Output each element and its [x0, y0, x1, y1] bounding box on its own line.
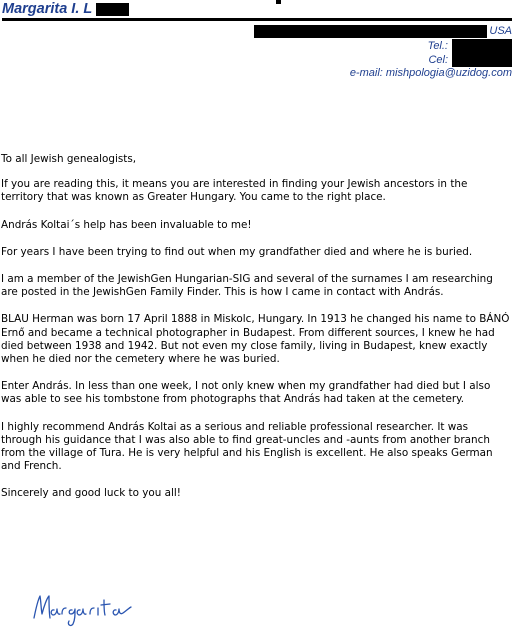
- cel-label: Cel:: [428, 53, 448, 66]
- paragraph: Enter András. In less than one week, I not only knew when my grandfather had died but I also was able to see his tombstone from photographs that András had taken at the cemetery.: [1, 380, 491, 406]
- paragraph: Sincerely and good luck to you all!: [1, 487, 181, 500]
- salutation: To all Jewish genealogists,: [1, 153, 137, 165]
- header-rule: [2, 18, 512, 21]
- paragraph: András Koltai´s help has been invaluable to me!: [1, 218, 252, 231]
- phone-line: [428, 39, 512, 53]
- redacted-cell: [452, 53, 512, 67]
- redacted-phone: [452, 39, 512, 53]
- letterhead-name: [2, 0, 129, 18]
- cell-line: [428, 53, 512, 67]
- redacted-address: [254, 25, 487, 38]
- email-line: [350, 67, 512, 80]
- letter-body: [1, 153, 511, 515]
- tel-label: Tel.:: [427, 39, 448, 52]
- handwritten-signature: [30, 588, 150, 628]
- sender-name: Margarita I. L: [2, 1, 93, 17]
- paragraph: BLAU Herman was born 17 April 1888 in Miskolc, Hungary. In 1913 he changed his name to BÁNÓ Ernő and became a technical photographer in Budapest. From different sources, I knew he had died between 1938 and 1942. But not even my close family, living in Budapest, knew exactly when he died nor the cemetery where he was buried.: [1, 313, 510, 366]
- country: USA: [489, 25, 512, 37]
- paragraph: If you are reading this, it means you are interested in finding your Jewish ancestors in the territory that was known as Greater Hungary. You came to the right place.: [1, 178, 468, 204]
- email: e-mail: mishpologia@uzidog.com: [349, 67, 512, 79]
- decorative-mark: [276, 0, 281, 4]
- paragraph: I am a member of the JewishGen Hungarian-SIG and several of the surnames I am researching are posted in the JewishGen Family Finder. This is how I came in contact with András.: [1, 273, 493, 299]
- redacted-surname: [96, 3, 129, 16]
- address-line: [254, 25, 512, 38]
- paragraph: For years I have been trying to find out when my grandfather died and where he is buried.: [1, 245, 473, 258]
- paragraph: I highly recommend András Koltai as a serious and reliable professional researcher. It was through his guidance that I was also able to find great-uncles and -aunts from another branch from the village of Tura. He is very helpful and his English is excellent. He also speaks German and French.: [1, 420, 493, 473]
